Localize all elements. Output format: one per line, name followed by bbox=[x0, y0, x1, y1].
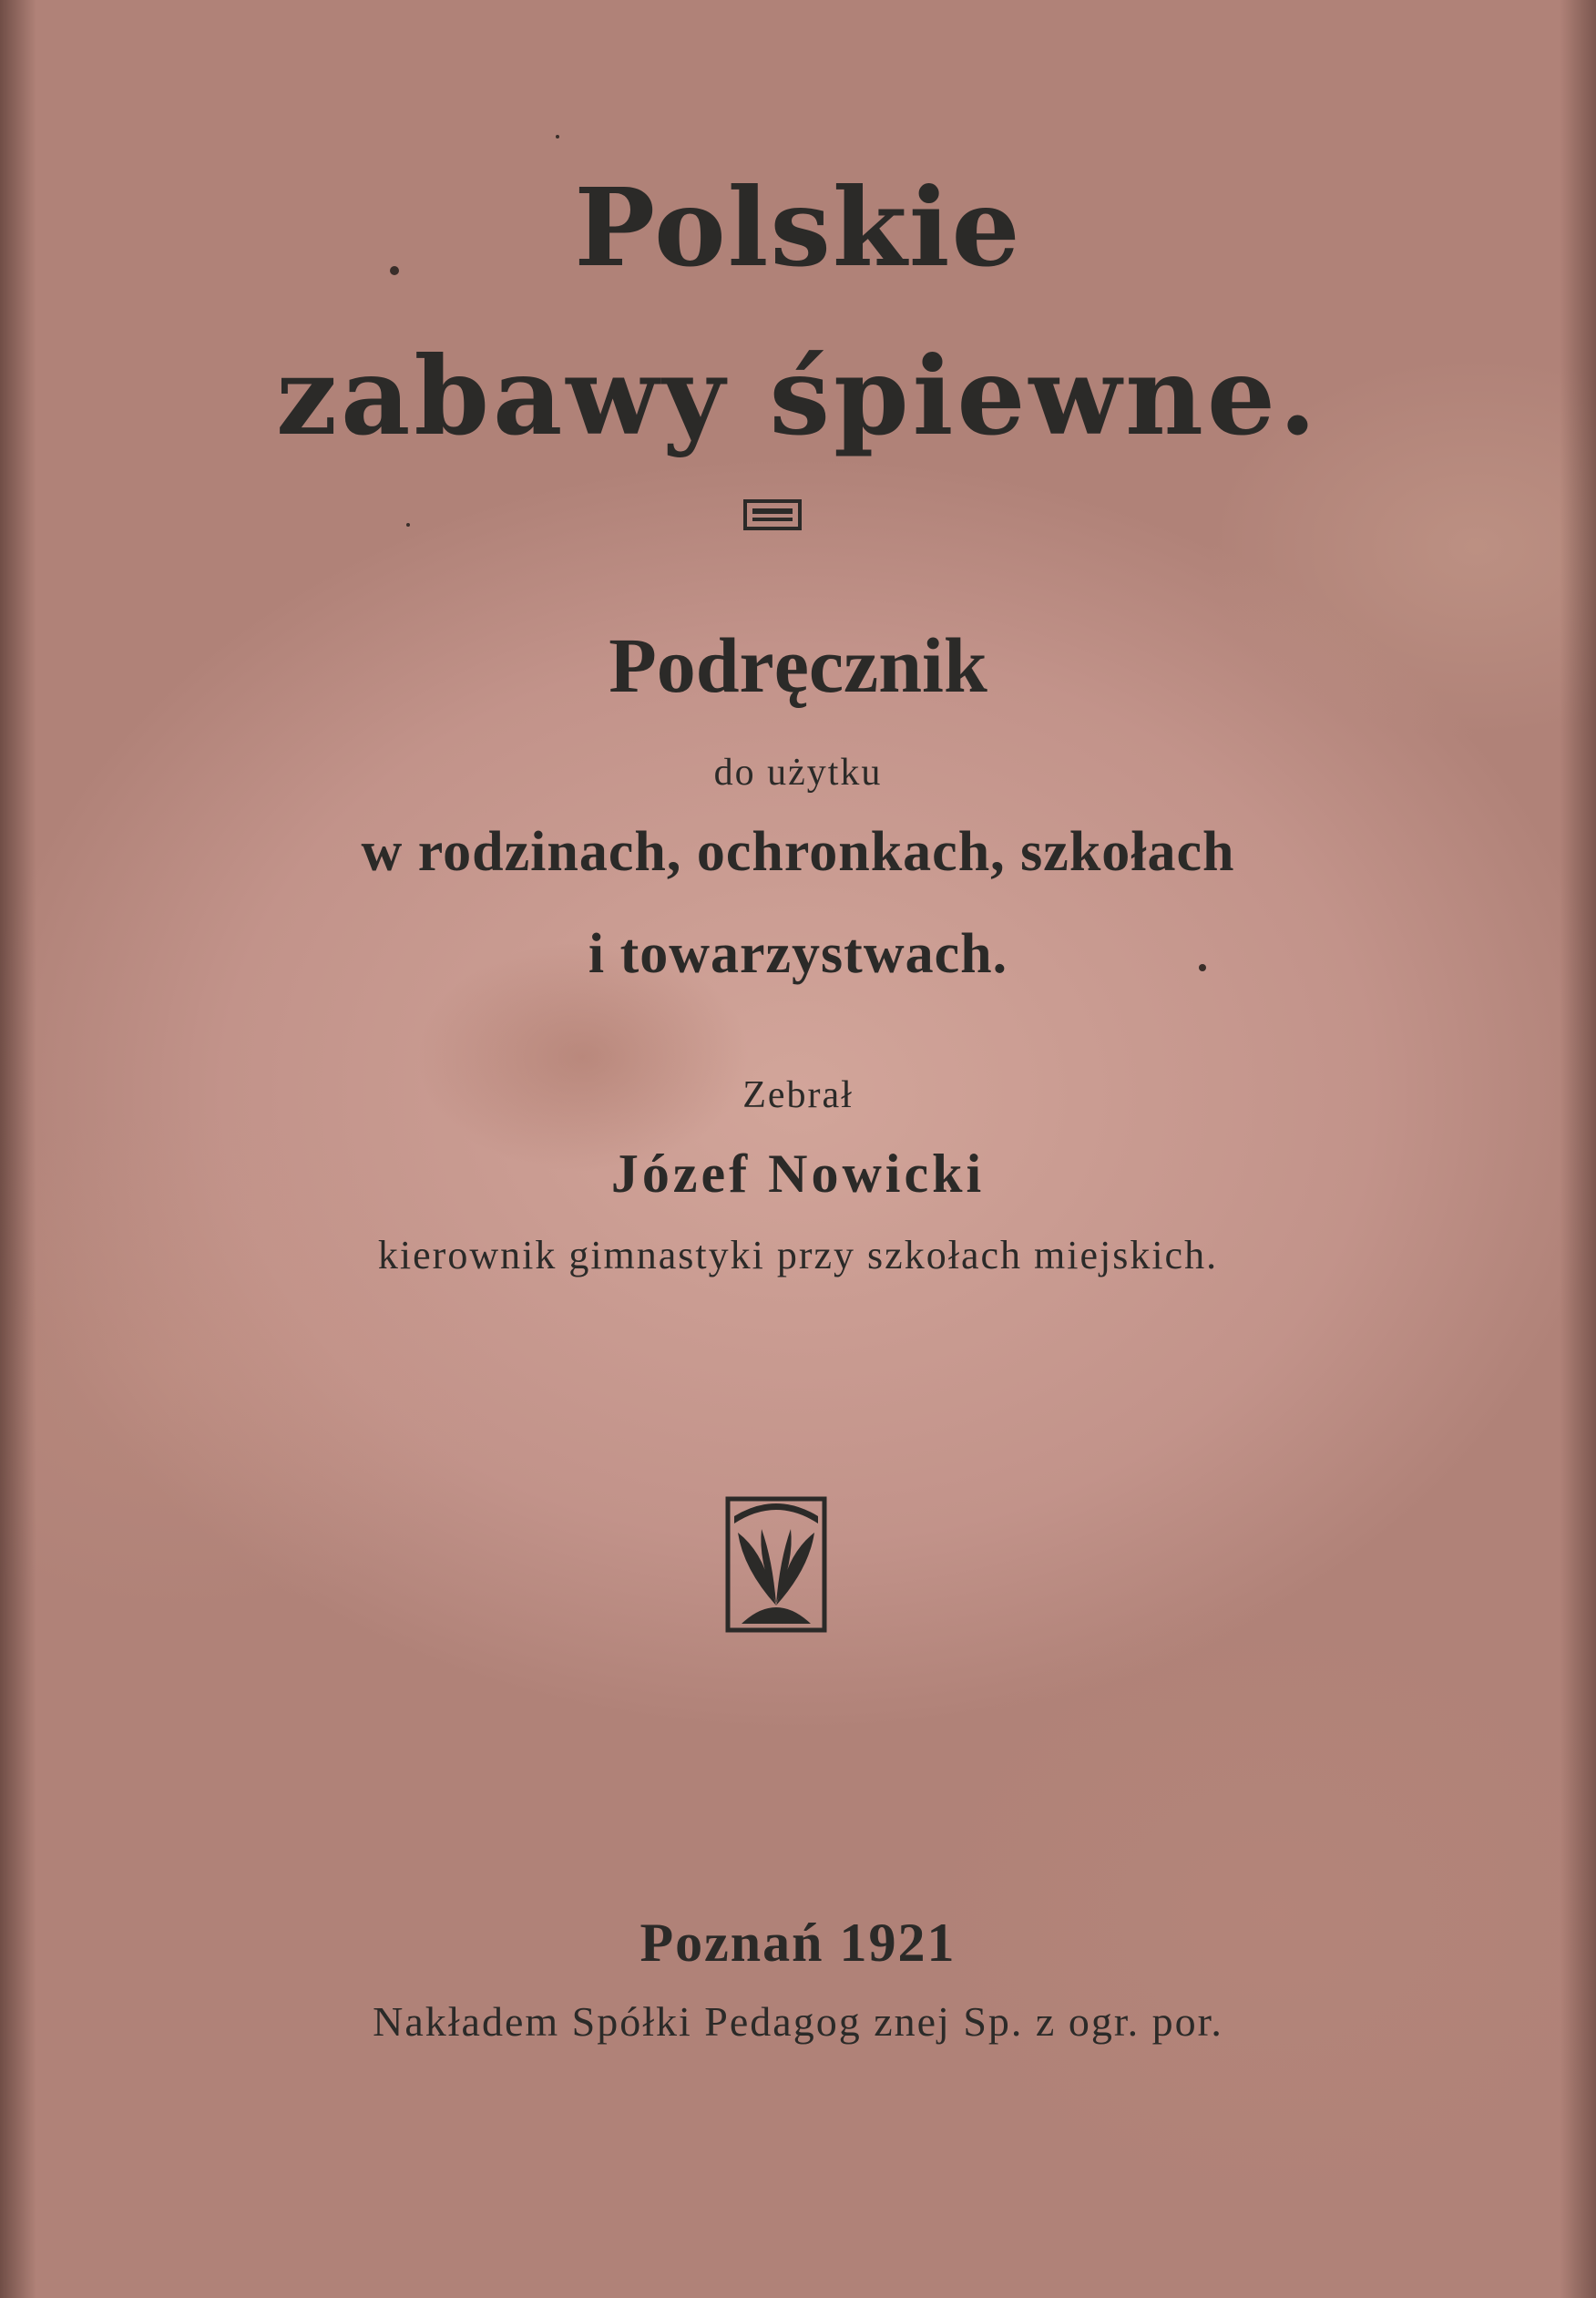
subtitle: Podręcznik bbox=[609, 621, 987, 709]
ink-speck bbox=[390, 266, 399, 275]
divider-ornament-icon bbox=[743, 499, 802, 530]
ink-speck bbox=[406, 523, 410, 527]
place-and-year: Poznań 1921 bbox=[639, 1913, 957, 1973]
author-name: Józef Nowicki bbox=[610, 1144, 986, 1204]
publisher-line: Nakładem Spółki Pedagog znej Sp. z ogr. por. bbox=[373, 1998, 1223, 2045]
audience-line-1: w rodzinach, ochronkach, szkołach bbox=[361, 821, 1235, 883]
ink-speck bbox=[556, 135, 559, 138]
author-role: kierownik gimnastyki przy szkołach miejskich. bbox=[377, 1233, 1219, 1277]
collected-by-label: Zebrał bbox=[742, 1074, 854, 1116]
ink-speck bbox=[1199, 964, 1206, 971]
title-line-1: Polskie bbox=[574, 164, 1022, 291]
publisher-emblem-icon bbox=[725, 1496, 827, 1633]
use-line: do użytku bbox=[713, 752, 883, 794]
title-line-2: zabawy śpiewne. bbox=[275, 333, 1321, 459]
audience-line-2: i towarzystwach. bbox=[588, 923, 1008, 985]
